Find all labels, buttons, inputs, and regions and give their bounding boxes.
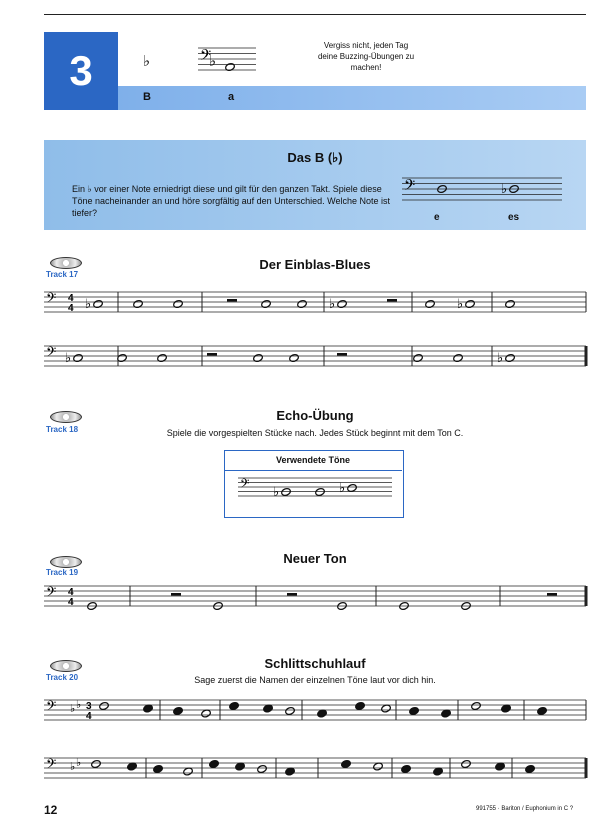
- flat-sign: ♭: [457, 297, 464, 312]
- time-signature: 4: [68, 587, 74, 598]
- page-number: 12: [44, 803, 58, 817]
- time-signature: 4: [68, 293, 74, 304]
- bass-clef-icon: 𝄢: [46, 344, 57, 363]
- track-label-19: Track 19: [46, 568, 79, 577]
- rest-mark: [207, 353, 217, 356]
- note-head: [315, 487, 326, 496]
- rest-mark: [337, 353, 347, 356]
- note-head: [341, 759, 352, 768]
- bass-clef-icon: 𝄢: [46, 584, 57, 603]
- section-title-schlittschuhlauf: Schlittschuhlauf: [264, 656, 366, 671]
- flat-sign: ♭: [70, 761, 76, 773]
- note-head: [173, 706, 184, 715]
- time-signature: 3: [86, 701, 92, 712]
- note-label-es: es: [508, 212, 520, 223]
- rest-mark: [171, 593, 181, 596]
- note-head: [471, 701, 482, 710]
- note-head: [153, 764, 164, 773]
- flat-sign: ♭: [339, 481, 346, 496]
- section-subtitle-echo: Spiele die vorgespielten Stücke nach. Jedes Stück beginnt mit dem Ton C.: [166, 428, 464, 438]
- flat-sign: ♭: [76, 699, 82, 711]
- track-label-20: Track 20: [46, 673, 79, 682]
- flat-sign: ♭: [76, 757, 82, 769]
- note-head: [229, 701, 240, 710]
- bass-clef-icon: 𝄢: [46, 290, 57, 309]
- flat-sign: ♭: [143, 53, 151, 70]
- section-subtitle-schlittschuhlauf: Sage zuerst die Namen der einzelnen Töne laut vor dich hin.: [194, 675, 436, 685]
- note-head: [525, 764, 536, 773]
- flat-sign: ♭: [501, 182, 508, 197]
- bass-clef-icon: 𝄢: [200, 47, 212, 68]
- section-title-neuer-ton: Neuer Ton: [283, 551, 347, 566]
- flat-sign: ♭: [70, 703, 76, 715]
- note-head: [91, 759, 102, 768]
- note-head: [285, 706, 296, 715]
- rest-mark: [387, 299, 397, 302]
- flat-sign: ♭: [273, 485, 280, 500]
- bass-clef-icon: 𝄢: [46, 698, 57, 717]
- flat-sign: ♭: [497, 351, 504, 366]
- rest-mark: [547, 593, 557, 596]
- track-label-17: Track 17: [46, 270, 79, 279]
- note-head: [355, 701, 366, 710]
- flat-sign: ♭: [329, 297, 336, 312]
- flat-sign: ♭: [209, 53, 217, 70]
- used-notes-title: Verwendete Töne: [224, 450, 402, 471]
- note-head: [537, 706, 548, 715]
- note-head: [461, 759, 472, 768]
- note-head: [209, 759, 220, 768]
- section-title-einblas-blues: Der Einblas-Blues: [259, 257, 371, 272]
- note-label-e: e: [434, 212, 440, 223]
- time-signature: 4: [68, 597, 74, 608]
- time-signature: 4: [68, 303, 74, 314]
- bass-clef-icon: 𝄢: [46, 756, 57, 775]
- note-head: [409, 706, 420, 715]
- note-head: [257, 764, 268, 773]
- note-head: [281, 487, 292, 496]
- chapter-number: 3: [44, 32, 118, 110]
- buzzing-reminder: Vergiss nicht, jeden Tag deine Buzzing-Übungen zu machen!: [317, 41, 415, 72]
- rest-mark: [287, 593, 297, 596]
- footer-reference: 991755 · Bariton / Euphonium in C ?: [476, 806, 574, 812]
- info-panel-text: Ein ♭ vor einer Note erniedrigt diese und gilt für den ganzen Takt. Spiele diese Töne nacheinander an und höre sorgfältig auf den Unterschied. Welche Note ist tiefer?: [72, 184, 391, 218]
- note-name-b: B: [143, 91, 151, 103]
- note-name-a: a: [228, 91, 235, 103]
- rest-mark: [227, 299, 237, 302]
- note-head: [401, 764, 412, 773]
- flat-sign: ♭: [85, 297, 92, 312]
- flat-sign: ♭: [65, 351, 72, 366]
- bass-clef-icon: 𝄢: [404, 177, 416, 198]
- info-panel-title: Das B (♭): [287, 150, 343, 165]
- note-head: [99, 701, 110, 710]
- track-label-18: Track 18: [46, 425, 79, 434]
- time-signature: 4: [86, 711, 92, 722]
- section-title-echo-uebung: Echo-Übung: [276, 408, 354, 423]
- bass-clef-icon: 𝄢: [240, 477, 250, 494]
